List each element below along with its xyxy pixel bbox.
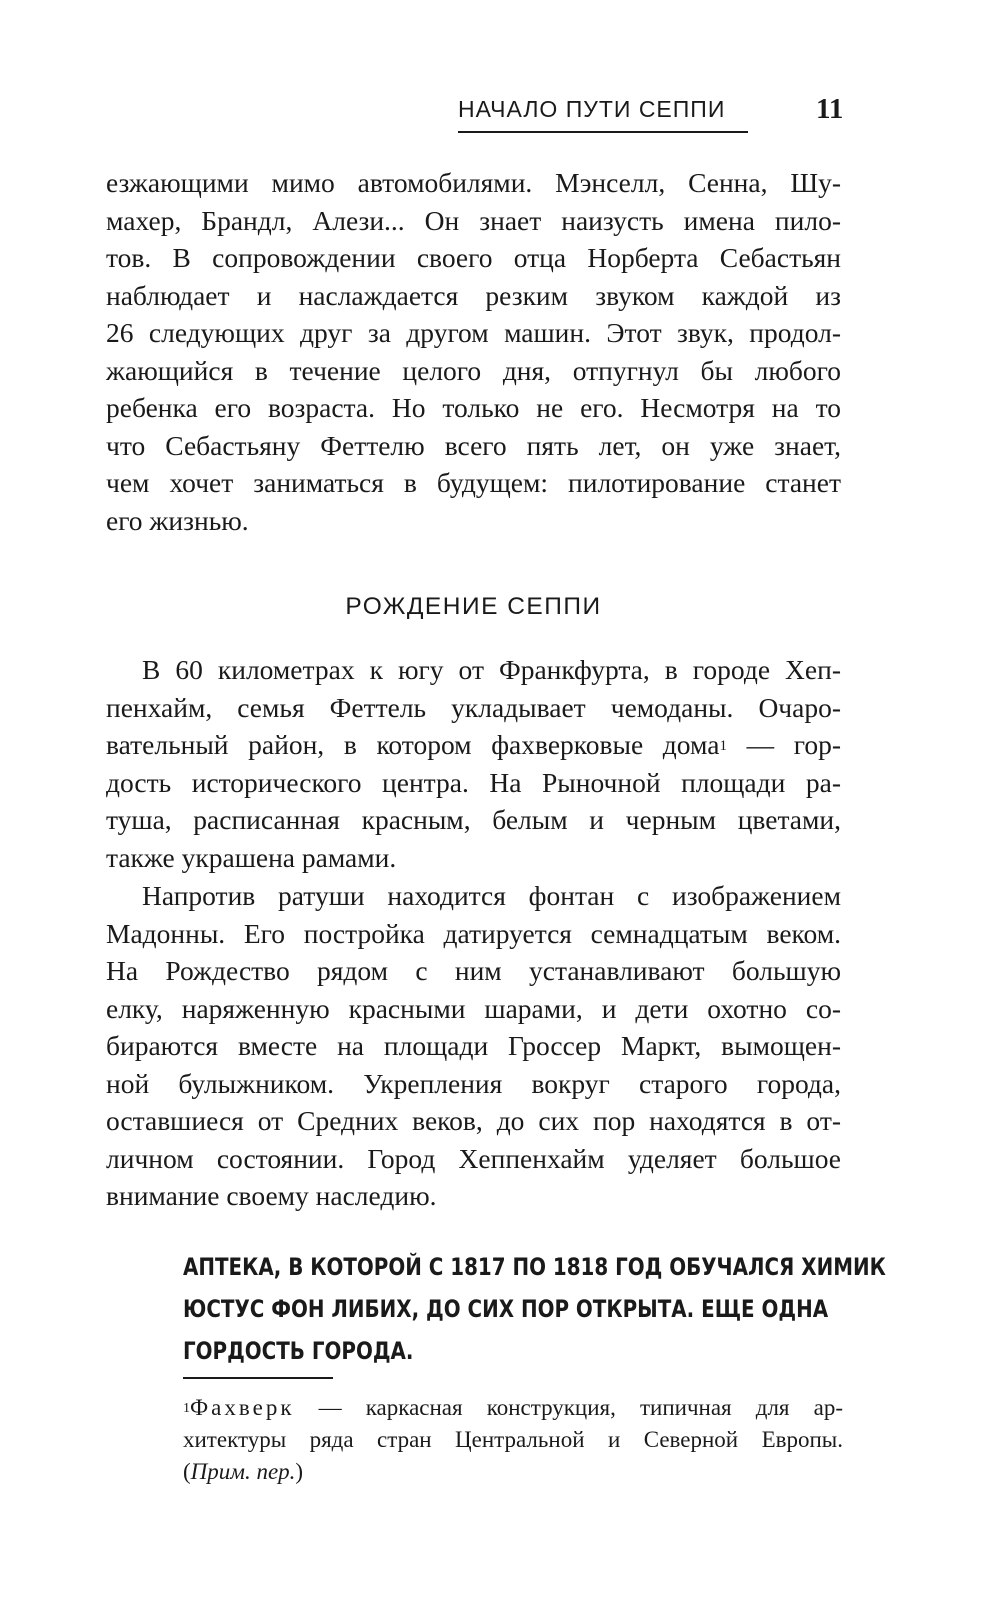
footnote-text: — каркасная конструкция, типичная для ар- — [294, 1395, 843, 1420]
text-line: его жизнью. — [106, 504, 249, 536]
text-line: туша, расписанная красным, белым и черным цветами, — [106, 804, 841, 835]
callout-line: ГОРДОСТЬ ГОРОДА. — [183, 1337, 414, 1365]
callout-box — [183, 1246, 886, 1372]
text-line: На Рождество рядом с ним устанавливают большую — [106, 955, 841, 986]
text-line: также украшена рамами. — [106, 841, 397, 873]
text-line: личном состоянии. Город Хеппенхайм уделяет большое — [106, 1142, 841, 1174]
footnote-marker: 1 — [183, 1401, 190, 1416]
text-line-with-footnote — [106, 726, 841, 764]
callout-line: ЮСТУС ФОН ЛИБИХ, ДО СИХ ПОР ОТКРЫТА. ЕЩЕ ОДНА — [183, 1295, 829, 1323]
text-line: елку, наряженную красными шарами, и дети охотно со- — [106, 992, 841, 1024]
text-line: внимание своему наследию. — [106, 1180, 437, 1211]
text-line: что Себастьяну Феттелю всего пять лет, он уже знает, — [106, 429, 841, 461]
callout-line: АПТЕКА, В КОТОРОЙ С 1817 ПО 1818 ГОД ОБУЧАЛСЯ ХИМИК — [183, 1253, 886, 1281]
running-header: НАЧАЛО ПУТИ СЕППИ — [458, 96, 726, 122]
footnote-note-close: ) — [295, 1459, 304, 1484]
footnote-term: Фахверк — [190, 1395, 295, 1420]
paragraph-1 — [106, 164, 841, 539]
text-line: наблюдает и наслаждается резким звуком каждой из — [106, 279, 841, 311]
text-line: тов. В сопровождении своего отца Норберта Себастьян — [106, 242, 841, 273]
footnote-reference: 1 — [719, 738, 727, 754]
footnote — [183, 1392, 843, 1488]
text-line: чем хочет заниматься в будущем: пилотирование станет — [106, 467, 841, 498]
text-line: оставшиеся от Средних веков, до сих пор находятся в от- — [106, 1105, 841, 1136]
text-line: Напротив ратуши находится фонтан с изображением — [142, 880, 841, 911]
text-line: ребенка его возраста. Но только не его. Несмотря на то — [106, 392, 841, 423]
paragraph-3 — [106, 877, 841, 1215]
text-line: езжающими мимо автомобилями. Мэнселл, Сенна, Шу- — [106, 167, 841, 198]
text-line: ной булыжником. Укрепления вокруг старого города, — [106, 1067, 841, 1099]
header-rule — [458, 131, 748, 133]
page-number: 11 — [816, 93, 844, 125]
footnote-line — [183, 1456, 843, 1488]
text-line: махер, Брандл, Алези... Он знает наизусть имена пило- — [106, 204, 841, 236]
footnote-note-open: ( — [183, 1459, 191, 1484]
text-line: жающийся в течение целого дня, отпугнул бы любого — [106, 354, 841, 386]
paragraph-2 — [106, 651, 841, 876]
text-fragment: вательный район, в котором фахверковые дома — [106, 729, 720, 760]
text-line: пенхайм, семья Феттель укладывает чемоданы. Очаро- — [106, 691, 841, 723]
text-line: Мадонны. Его постройка датируется семнадцатым веком. — [106, 917, 841, 949]
text-line: дость исторического центра. На Рыночной площади ра- — [106, 766, 841, 798]
text-line: 26 следующих друг за другом машин. Этот звук, продол- — [106, 317, 841, 348]
footnote-line — [183, 1392, 843, 1424]
footnote-line: хитектуры ряда стран Центральной и Северной Европы. — [183, 1427, 843, 1452]
footnote-rule — [183, 1377, 333, 1379]
text-line: В 60 километрах к югу от Франкфурта, в городе Хеп- — [142, 654, 841, 685]
text-fragment: — гор- — [726, 729, 841, 760]
text-line: бираются вместе на площади Гроссер Маркт, вымощен- — [106, 1030, 841, 1061]
section-heading: РОЖДЕНИЕ СЕППИ — [345, 593, 602, 620]
translator-note: Прим. пер. — [190, 1459, 296, 1484]
